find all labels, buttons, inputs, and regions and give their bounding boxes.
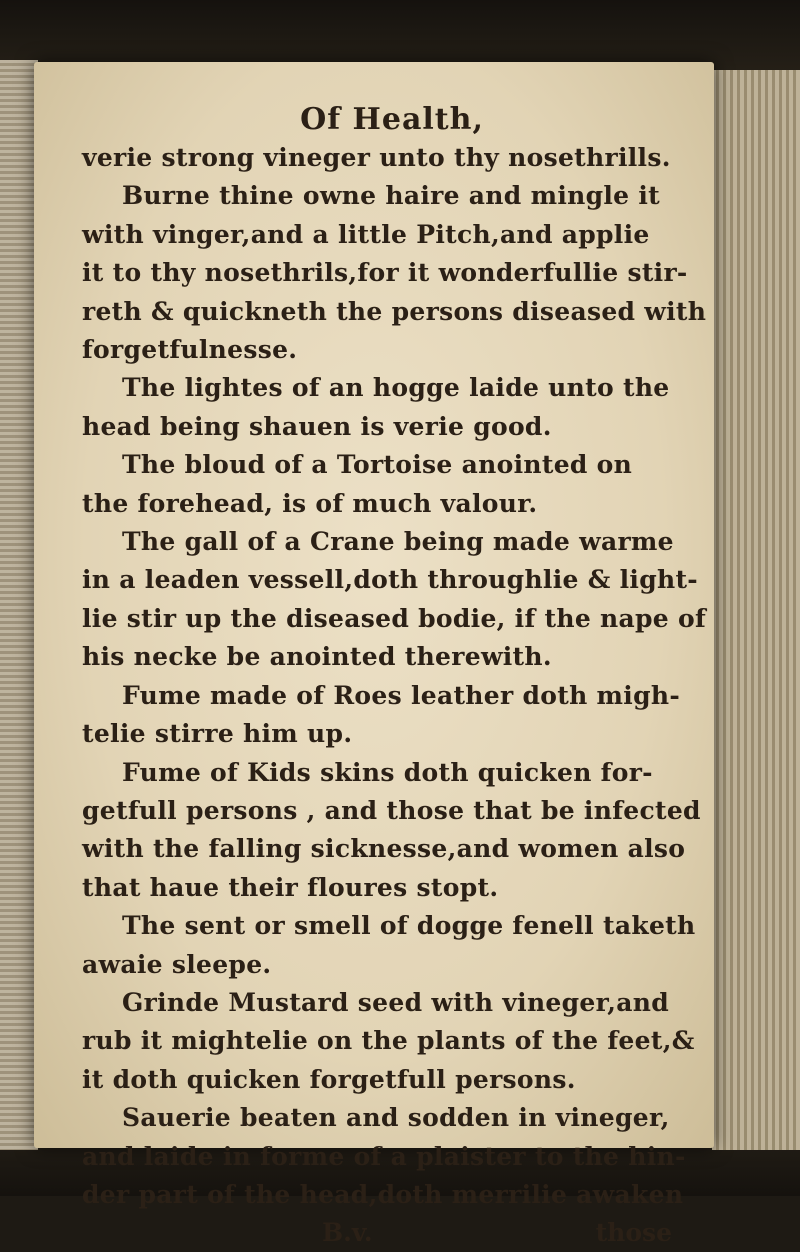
text-line: telie stirre him up. bbox=[82, 719, 353, 749]
book-page bbox=[34, 62, 714, 1248]
text-line: and laide in forme of a plaister to the hin- bbox=[82, 1141, 686, 1171]
text-line: in a leaden vessell,doth throughlie & light- bbox=[82, 565, 698, 595]
text-line: with vinger,and a little Pitch,and applie bbox=[82, 219, 650, 249]
text-line: Burne thine owne haire and mingle it bbox=[122, 181, 661, 211]
text-line: lie stir up the diseased bodie, if the nape of bbox=[82, 603, 707, 633]
text-line: verie strong vineger unto thy nosethrills. bbox=[82, 143, 671, 172]
text-line: The bloud of a Tortoise anointed on bbox=[122, 450, 633, 480]
text-line: with the falling sicknesse,and women also bbox=[82, 834, 686, 864]
text-line: The gall of a Crane being made warme bbox=[122, 527, 674, 557]
text-line: Grinde Mustard seed with vineger,and bbox=[122, 987, 670, 1017]
text-line: the forehead, is of much valour. bbox=[82, 488, 538, 518]
text-line: reth & quickneth the persons diseased with bbox=[82, 296, 707, 326]
text-line: that haue their floures stopt. bbox=[82, 872, 499, 902]
signature-mark: B.v. bbox=[322, 1218, 373, 1248]
catchword: those bbox=[595, 1218, 672, 1248]
text-line: Fume made of Roes leather doth migh- bbox=[122, 680, 681, 710]
text-line: der part of the head,doth merrilie awaken bbox=[82, 1179, 684, 1209]
running-header: Of Health, bbox=[300, 102, 484, 137]
text-line: head being shauen is verie good. bbox=[82, 411, 552, 441]
page-footer bbox=[82, 1214, 682, 1252]
text-line: it to thy nosethrils,for it wonderfullie stir- bbox=[82, 258, 688, 288]
left-page-edges bbox=[0, 60, 38, 1150]
text-line: Sauerie beaten and sodden in vineger, bbox=[122, 1103, 670, 1133]
text-line: awaie sleepe. bbox=[82, 949, 272, 979]
text-line: it doth quicken forgetfull persons. bbox=[82, 1064, 576, 1094]
text-line: The sent or smell of dogge fenell taketh bbox=[122, 911, 696, 941]
text-line: his necke be anointed therewith. bbox=[82, 642, 552, 672]
text-line: Fume of Kids skins doth quicken for- bbox=[122, 757, 653, 787]
text-line: rub it mightelie on the plants of the feet,& bbox=[82, 1026, 695, 1056]
right-page-edges bbox=[712, 70, 800, 1150]
text-line: The lightes of an hogge laide unto the bbox=[122, 373, 670, 403]
page-text bbox=[82, 102, 707, 1252]
text-line: forgetfulnesse. bbox=[82, 335, 298, 365]
text-line: getfull persons , and those that be infected bbox=[82, 795, 701, 825]
